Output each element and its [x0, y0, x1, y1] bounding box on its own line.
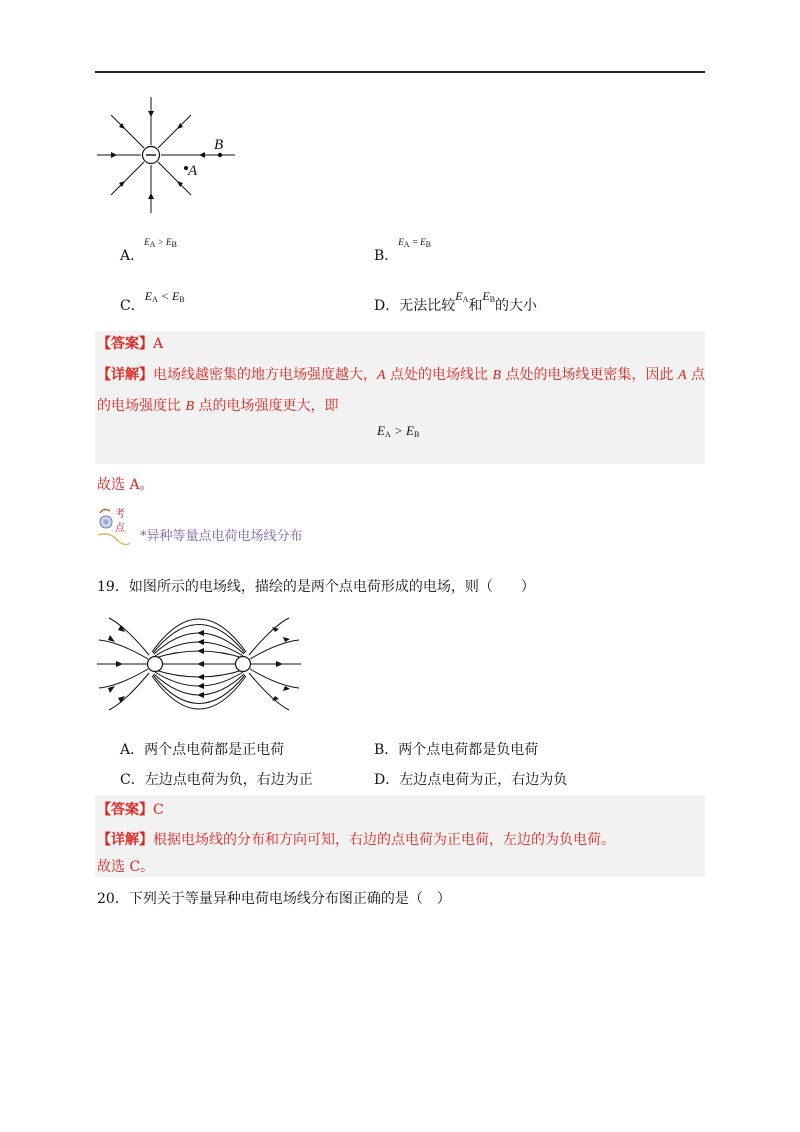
label-a: A — [188, 163, 198, 179]
conclusion-q18: 故选 A。 — [97, 477, 154, 493]
kaodian-icon-chars: 考点 — [115, 509, 125, 534]
option-a: A．EA > EB — [120, 237, 177, 264]
negative-charge-field-diagram — [95, 95, 245, 215]
header-rule — [95, 71, 705, 73]
q19-stem: 19．如图所示的电场线，描绘的是两个点电荷形成的电场，则（ ） — [97, 579, 535, 595]
q19-option-c: C．左边点电荷为负，右边为正 — [120, 772, 313, 788]
answer-q18: 【答案】A — [97, 336, 164, 352]
conclusion-q19: 故选 C。 — [97, 859, 155, 875]
dipole-field-diagram — [95, 606, 305, 726]
detail-q18-line2: 的电场强度比 B 点的电场强度更大，即 — [97, 398, 339, 414]
option-d: D．无法比较$E_A$和$E_B$的大小 — [374, 289, 538, 314]
q19-option-a: A．两个点电荷都是正电荷 — [120, 742, 285, 758]
q19-option-d: D．左边点电荷为正，右边为负 — [374, 772, 568, 788]
detail-q19: 【详解】根据电场线的分布和方向可知，右边的点电荷为正电荷，左边的为负电荷。 — [97, 832, 615, 848]
q20-stem: 20．下列关于等量异种电荷电场线分布图正确的是（ ） — [97, 891, 451, 907]
q19-option-b: B．两个点电荷都是负电荷 — [374, 742, 539, 758]
label-b: B — [214, 137, 224, 153]
kaodian-text: *异种等量点电荷电场线分布 — [140, 529, 303, 544]
option-b: B．EA = EB — [374, 237, 431, 264]
detail-q18-line1: 【详解】电场线越密集的地方电场强度越大，A 点处的电场线比 B 点处的电场线更密集，因此 A 点 — [97, 367, 705, 383]
kaodian-icon — [94, 505, 134, 549]
formula-q18: $E_A > E_B$ — [377, 423, 420, 439]
option-c: C．$E_A < E_B$ — [120, 289, 185, 314]
answer-q19: 【答案】C — [97, 802, 164, 818]
